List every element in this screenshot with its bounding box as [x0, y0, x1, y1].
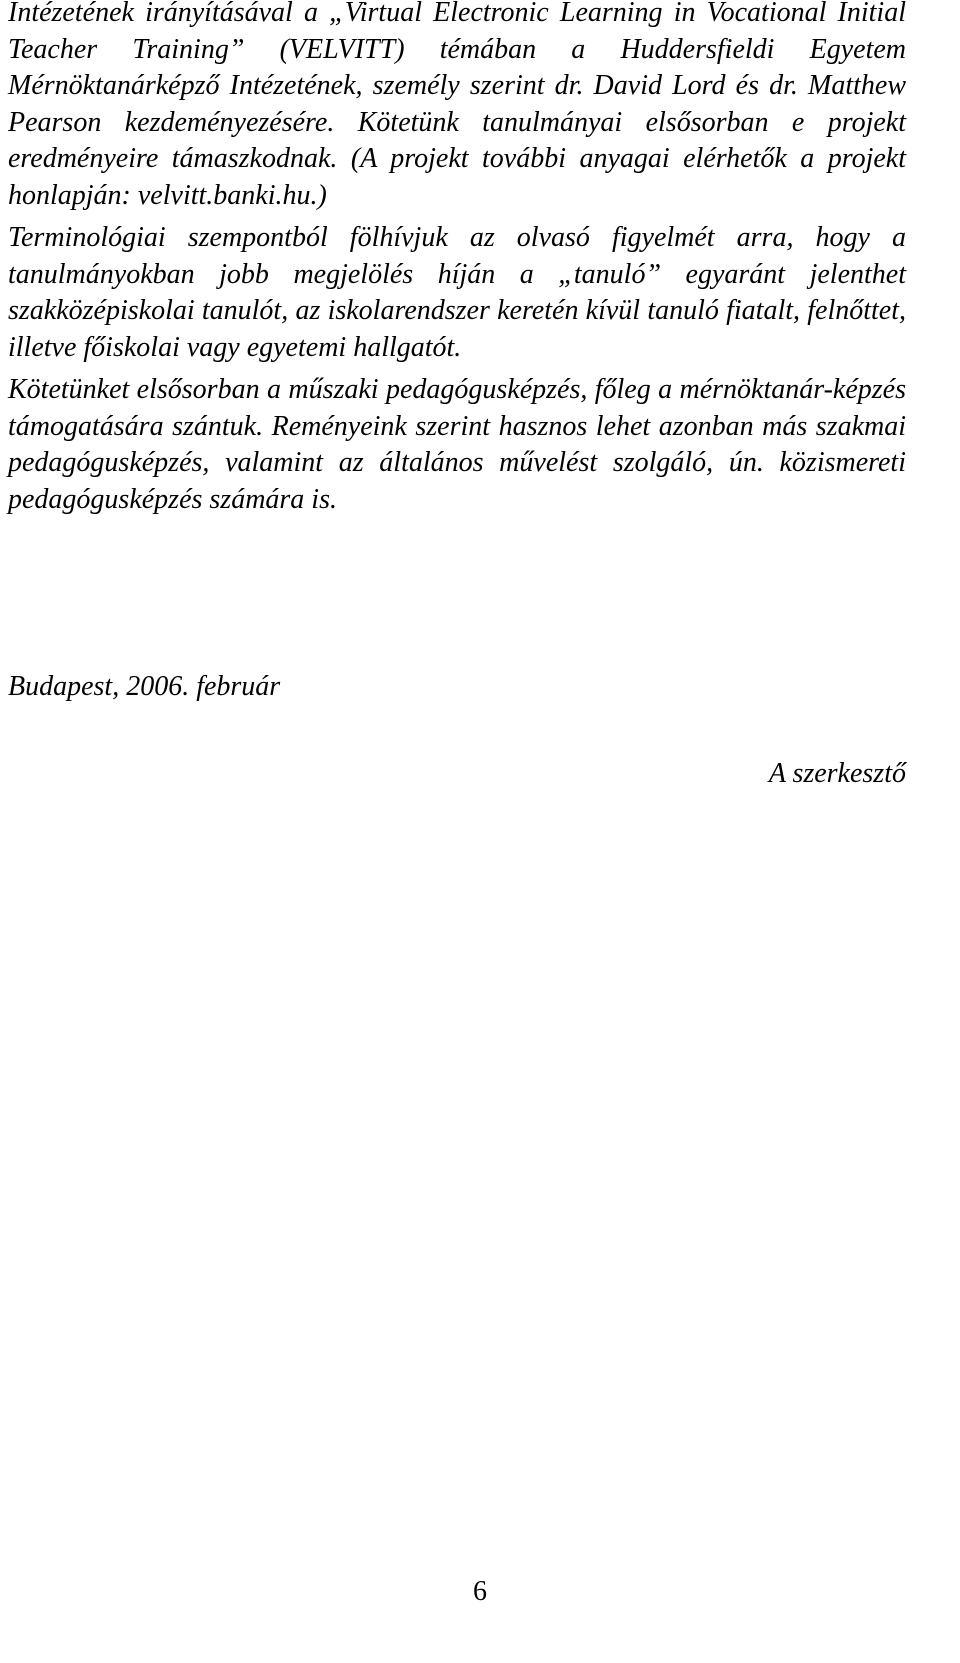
place-date: Budapest, 2006. február — [8, 671, 281, 702]
paragraph-project-background: Intézetének irányításával a „Virtual Electronic Learning in Vocational Initial Teacher Training” (VELVITT) témában a Huddersfieldi Egyetem Mérnöktanárképző Intézetének, személy szerint dr. David Lord és dr. Matthew Pearson kezdeményezésére. Kötetünk tanulmányai elsősorban e projekt eredményeire támaszkodnak. (A projekt további anyagai elérhetők a projekt honlapján: velvitt.banki.hu.) — [8, 0, 906, 211]
paragraph-purpose: Kötetünket elsősorban a műszaki pedagógusképzés, főleg a mérnöktanár-képzés támogatására szántuk. Reményeink szerint hasznos lehet azonban más szakmai pedagógusképzés, valamint az általános művelést szolgáló, ún. közismereti pedagógusképzés számára is. — [8, 374, 906, 515]
signature: A szerkesztő — [768, 758, 906, 789]
document-page — [8, 0, 906, 789]
page-number: 6 — [473, 1576, 487, 1607]
paragraph-terminology: Terminológiai szempontból fölhívjuk az olvasó figyelmét arra, hogy a tanulmányokban jobb megjelölés híján a „tanuló” egyaránt jelenthet szakközépiskolai tanulót, az iskolarendszer keretén kívül tanuló fiatalt, felnőttet, illetve főiskolai vagy egyetemi hallgatót. — [8, 222, 906, 363]
